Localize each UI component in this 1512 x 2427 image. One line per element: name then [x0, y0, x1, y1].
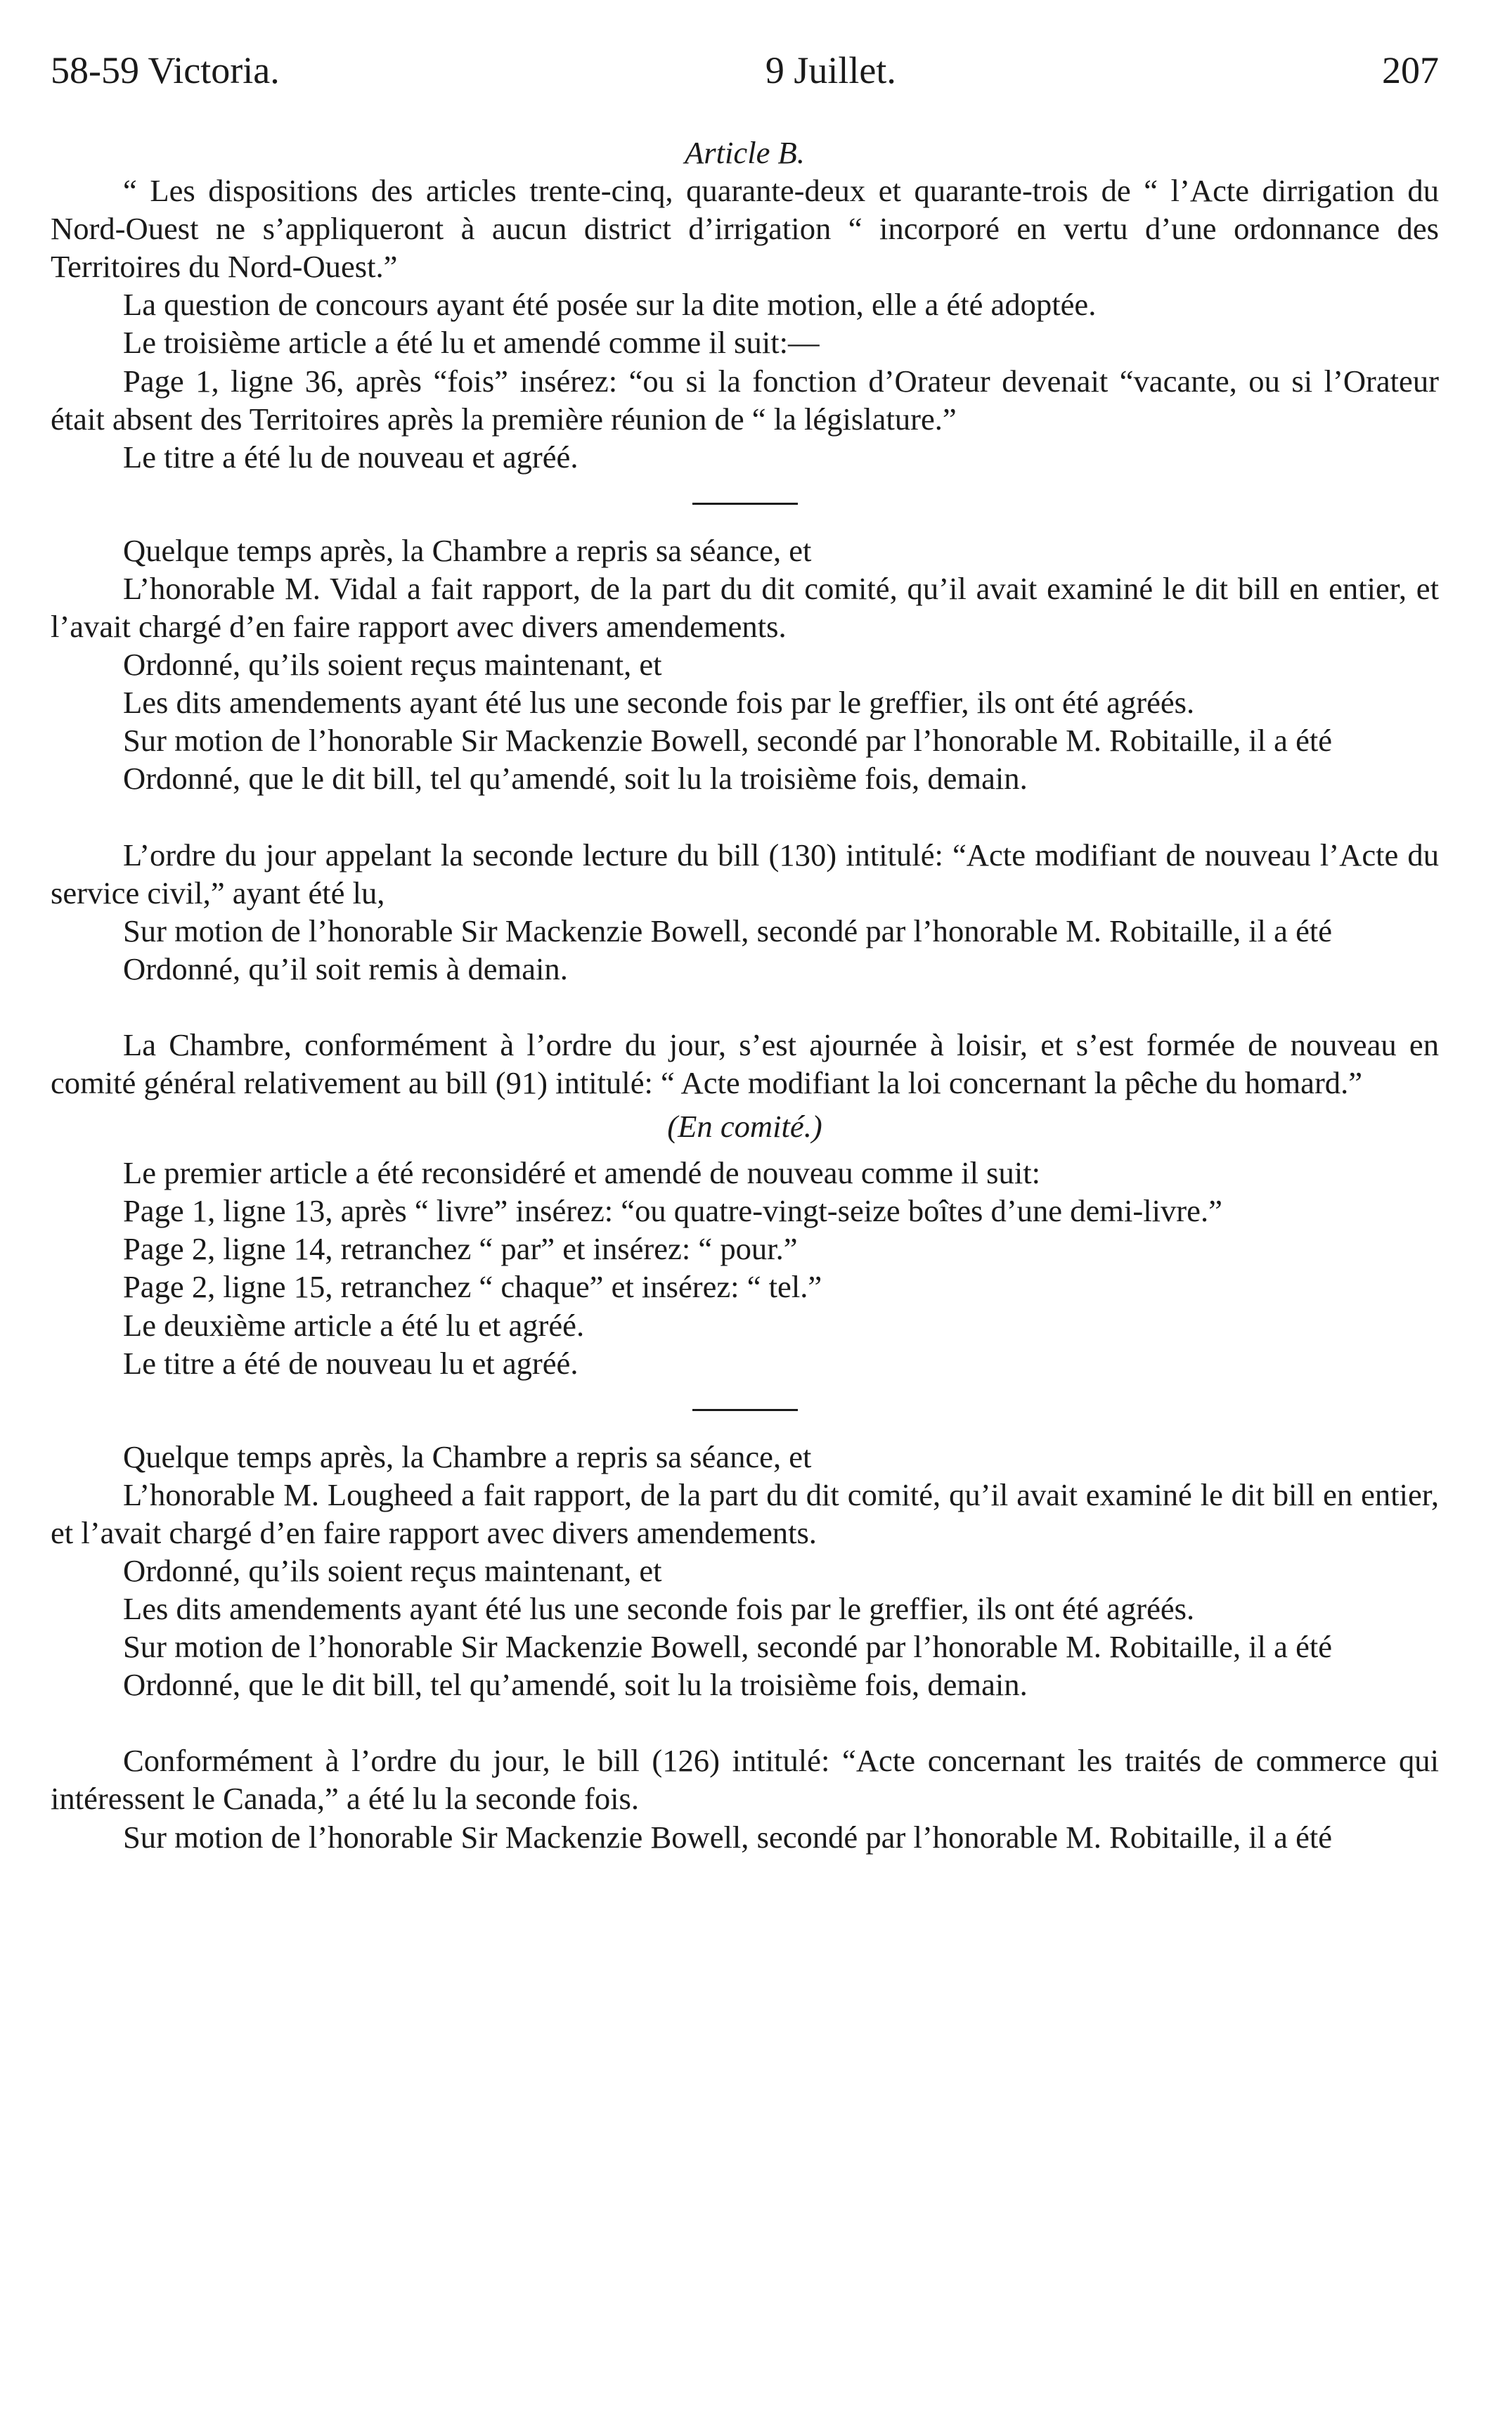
- paragraph: La question de concours ayant été posée sur la dite motion, elle a été adoptée.: [123, 287, 1097, 323]
- paragraph: Ordonné, que le dit bill, tel qu’amendé, soit lu la troisième fois, demain.: [123, 761, 1028, 797]
- paragraph: Sur motion de l’honorable Sir Mackenzie Bowell, secondé par l’honorable M. Robitaille, il a été: [123, 1629, 1333, 1665]
- page-header: [51, 49, 1439, 91]
- paragraph: Conformément à l’ordre du jour, le bill (126) intitulé: “Acte concernant les traités de commerce qui intéressent le Canada,” a été lu la seconde fois.: [51, 1743, 1439, 1817]
- paragraph: Ordonné, que le dit bill, tel qu’amendé, soit lu la troisième fois, demain.: [123, 1667, 1028, 1703]
- paragraph: Page 2, ligne 14, retranchez “ par” et insérez: “ pour.”: [123, 1231, 798, 1267]
- paragraph-gap: [51, 988, 1439, 1026]
- paragraph: Le titre a été de nouveau lu et agréé.: [123, 1345, 579, 1381]
- paragraph: Sur motion de l’honorable Sir Mackenzie Bowell, secondé par l’honorable M. Robitaille, il a été: [123, 913, 1333, 948]
- paragraph: Page 1, ligne 13, après “ livre” insérez: “ou quatre-vingt-seize boîtes d’une demi-livre.”: [123, 1193, 1222, 1229]
- paragraph: Quelque temps après, la Chambre a repris sa séance, et: [123, 1438, 812, 1474]
- paragraph: Ordonné, qu’ils soient reçus maintenant, et: [123, 1553, 662, 1588]
- paragraph: Sur motion de l’honorable Sir Mackenzie Bowell, secondé par l’honorable M. Robitaille, il a été: [123, 1819, 1333, 1855]
- paragraph: “ Les dispositions des articles trente-cinq, quarante-deux et quarante-trois de “ l’Acte dirrigation du Nord-Ouest ne s’appliqueront à aucun district d’irrigation “ incorporé en vertu d’une ordonnance des Territoires du Nord-Ouest.”: [51, 173, 1439, 285]
- paragraph: Les dits amendements ayant été lus une seconde fois par le greffier, ils ont été agréés.: [123, 1591, 1195, 1627]
- paragraph: Ordonné, qu’ils soient reçus maintenant, et: [123, 647, 662, 683]
- article-title: Article B.: [685, 135, 805, 170]
- paragraph: L’honorable M. Vidal a fait rapport, de la part du dit comité, qu’il avait examiné le dit bill en entier, et l’avait chargé d’en faire rapport avec divers amendements.: [51, 570, 1439, 645]
- paragraph: Sur motion de l’honorable Sir Mackenzie Bowell, secondé par l’honorable M. Robitaille, il a été: [123, 723, 1333, 759]
- paragraph: Le titre a été lu de nouveau et agréé.: [123, 439, 579, 475]
- header-date: 9 Juillet.: [765, 49, 896, 91]
- page-number: 207: [1382, 49, 1439, 91]
- section-divider: [692, 1409, 798, 1411]
- section-title: (En comité.): [667, 1109, 822, 1145]
- paragraph: Quelque temps après, la Chambre a repris sa séance, et: [123, 532, 812, 568]
- paragraph: Ordonné, qu’il soit remis à demain.: [123, 951, 568, 986]
- paragraph: Page 2, ligne 15, retranchez “ chaque” et insérez: “ tel.”: [123, 1269, 822, 1305]
- paragraph: Les dits amendements ayant été lus une seconde fois par le greffier, ils ont été agréés.: [123, 685, 1195, 721]
- paragraph: L’ordre du jour appelant la seconde lecture du bill (130) intitulé: “Acte modifiant de nouveau l’Acte du service civil,” ayant été lu,: [51, 837, 1439, 910]
- paragraph-gap: [51, 1704, 1439, 1742]
- header-session: 58-59 Victoria.: [51, 49, 280, 91]
- paragraph: La Chambre, conformément à l’ordre du jour, s’est ajournée à loisir, et s’est formée de nouveau en comité général relativement au bill (91) intitulé: “ Acte modifiant la loi concernant la pêche du homard.”: [51, 1026, 1439, 1100]
- paragraph: Le deuxième article a été lu et agréé.: [123, 1307, 585, 1343]
- paragraph-gap: [51, 798, 1439, 836]
- paragraph: Le troisième article a été lu et amendé comme il suit:—: [123, 325, 820, 361]
- paragraph: L’honorable M. Lougheed a fait rapport, de la part du dit comité, qu’il avait examiné le dit bill en entier, et l’avait chargé d’en faire rapport avec divers amendements.: [51, 1476, 1439, 1550]
- document-page: [51, 49, 1439, 1856]
- paragraph: Le premier article a été reconsidéré et amendé de nouveau comme il suit:: [123, 1155, 1040, 1191]
- section-divider: [692, 503, 798, 505]
- paragraph: Page 1, ligne 36, après “fois” insérez: “ou si la fonction d’Orateur devenait “vacante, ou si l’Orateur était absent des Territoires après la première réunion de “ la législature.”: [51, 363, 1439, 437]
